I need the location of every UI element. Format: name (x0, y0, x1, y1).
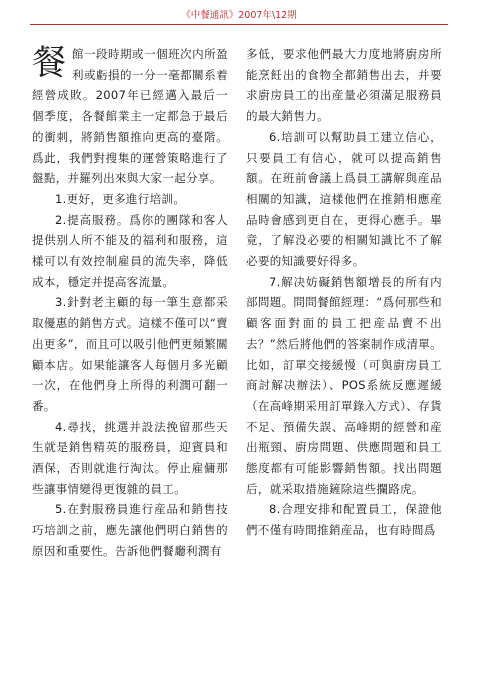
journal-issue-title: 《中餐通訊》2007年\12期 (181, 10, 297, 21)
paragraph-intro (32, 44, 228, 189)
left-column (32, 44, 228, 562)
paragraph-6: 6.培訓可以幫助員工建立信心，只要員工有信心，就可以提高銷售額。在班前會議上爲員工講解與産品相關的知識，這樣他們在推銷相應産品時會感到更自在，更得心應手。畢竟，了解没必要的相關知識比不了解必要的知識要好得多。 (246, 129, 442, 269)
paragraph-5: 5.在對服務員進行産品和銷售技巧培訓之前，應先讓他們明白銷售的原因和重要性。告訴他們餐廳利潤有 (32, 502, 228, 558)
paragraph-5-continued: 多低，要求他們最大力度地將廚房所能烹飪出的食物全都銷售出去，并要求廚房員工的出産量必須滿足服務員的最大銷售力。 (246, 47, 442, 124)
right-column (246, 44, 442, 541)
header-rule (30, 24, 448, 25)
paragraph-4: 4.尋找，挑選并設法挽留那些天生就是銷售精英的服務員，迎賓員和酒保，否則就進行淘汰。停止雇傭那些讓事情變得更復雜的員工。 (32, 419, 228, 496)
paragraph-2: 2.提高服務。爲你的團隊和客人提供别人所不能及的福利和服務，這樣可以有效控制雇員的流失率，降低成本，穩定并提高客流量。 (32, 212, 228, 289)
paragraph-1: 1.更好，更多進行培訓。 (55, 191, 186, 206)
paragraph-8: 8.合理安排和配置員工，保證他們不僅有時間推銷産品，也有時間爲 (246, 502, 442, 538)
paragraph-3: 3.針對老主顧的每一筆生意都采取優惠的銷售方式。這樣不僅可以“賣出更多”，而且可以吸引他們更頻繁關顧本店。如果能讓客人每個月多光顧一次，在他們身上所得的利潤可翻一番。 (32, 295, 228, 413)
running-header (0, 10, 478, 26)
intro-text: 館一段時期或一個班次内所盈利或虧損的一分一毫都關系着經營成敗。2007年已經邁入最后一個季度，各餐館業主一定都急于最后的衝刺，將銷售額推向更高的臺階。爲此，我們對搜集的運營策略進行了盤點，并羅列出來與大家一起分享。 (32, 47, 228, 186)
paragraph-7: 7.解决妨礙銷售額增長的所有内部問題。問問餐館經理：“爲何那些和顧客面對面的員工把産品賣不出去？”然后將他們的答案制作成清單。比如，訂單交接緩慢（可與廚房員工商討解决辦法）、POS系統反應遲緩（在高峰期采用訂單錄入方式）、存貨不足、預備失誤、高峰期的經營和産出瓶頸、廚房問題、供應問題和員工態度都有可能影響銷售額。找出問題后，就采取措施鏟除這些攔路虎。 (246, 274, 442, 496)
drop-cap: 餐 (32, 43, 67, 83)
